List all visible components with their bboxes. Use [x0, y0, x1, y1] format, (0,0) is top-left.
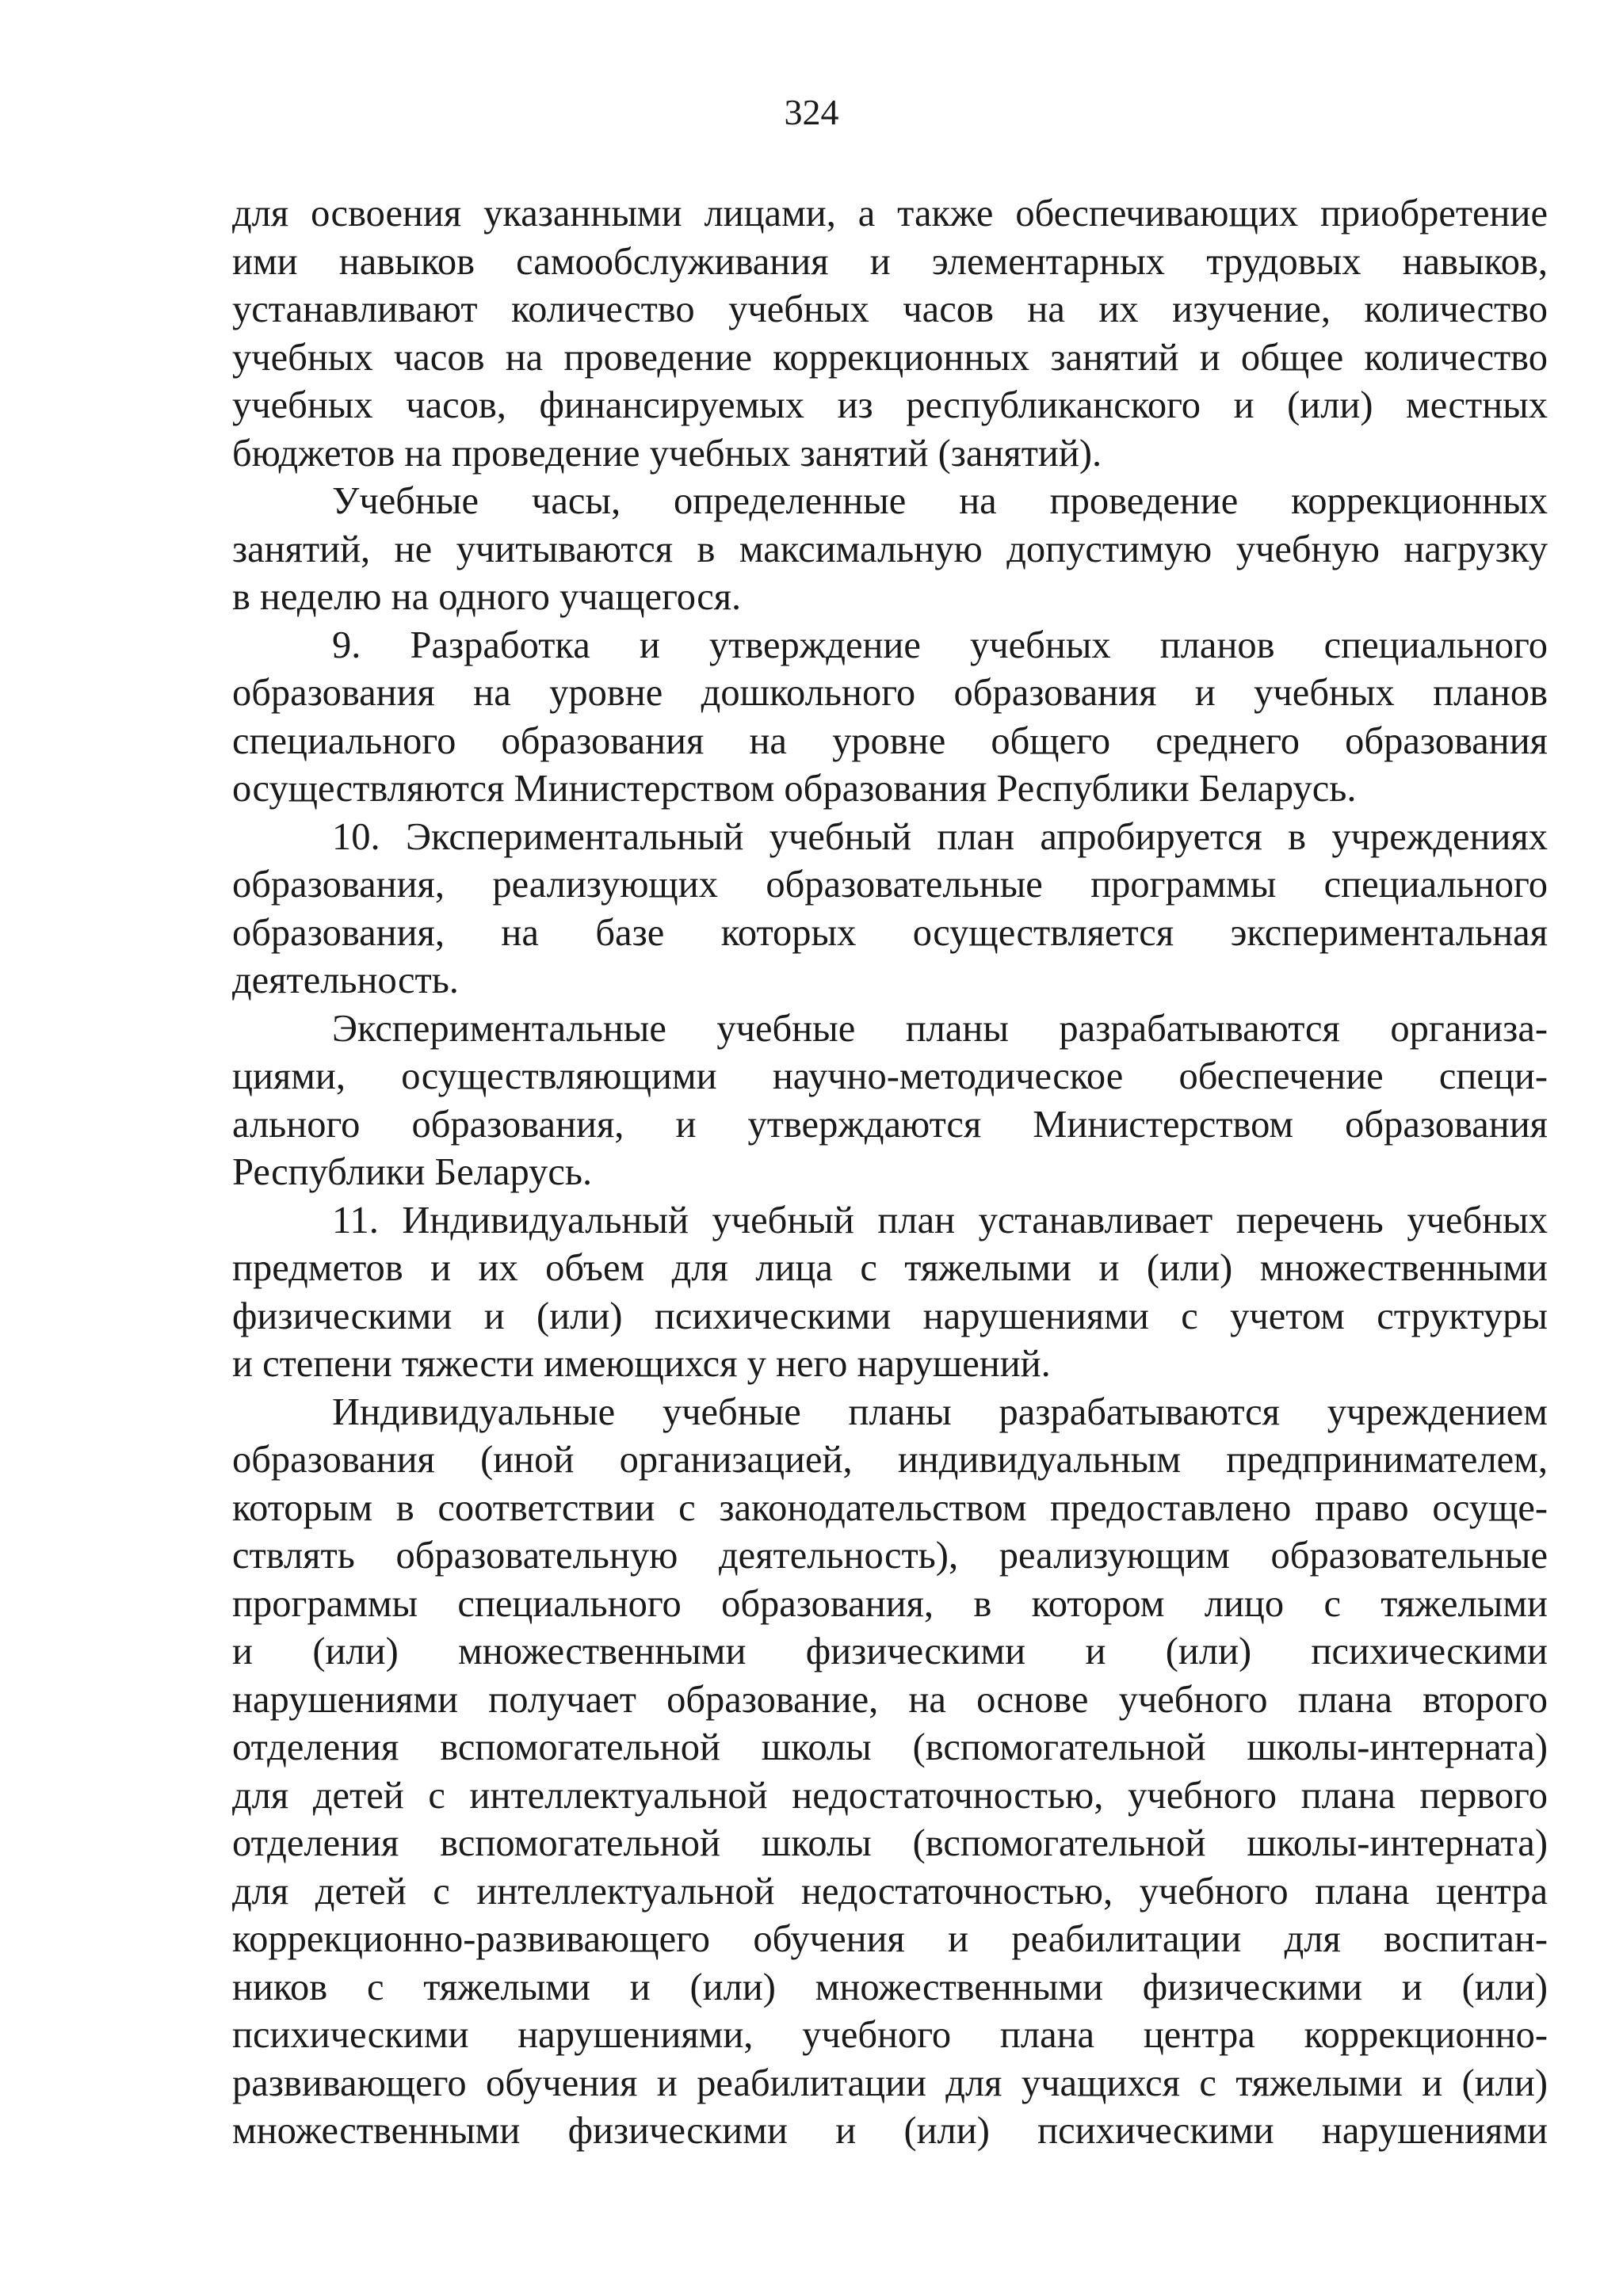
text-line: учебных часов на проведение коррекционных занятий и общее количество [232, 336, 1548, 379]
paragraph-item-9 [232, 622, 1548, 814]
text-line: нарушениями получает образование, на основе учебного плана второго [232, 1678, 1548, 1721]
text-line: множественными физическими и (или) психическими нарушениями [232, 2110, 1548, 2152]
text-line: образования, реализующих образовательные программы специального [232, 864, 1548, 906]
text-line: занятий, не учитываются в максимальную допустимую учебную нагрузку [232, 528, 1548, 570]
text-line: ими навыков самообслуживания и элементарных трудовых навыков, [232, 240, 1548, 283]
text-line: ствлять образовательную деятельность), реализующим образовательные [232, 1535, 1548, 1577]
text-line: для детей с интеллектуальной недостаточностью, учебного плана центра [232, 1870, 1548, 1913]
text-line: учебных часов, финансируемых из республиканского и (или) местных [232, 384, 1548, 426]
paragraph-individual-plans [232, 1389, 1548, 2156]
text-line: образования, на базе которых осуществляется экспериментальная [232, 911, 1548, 954]
text-line: коррекционно-развивающего обучения и реабилитации для воспитан- [232, 1918, 1548, 1960]
text-line: для детей с интеллектуальной недостаточностью, учебного плана первого [232, 1774, 1548, 1817]
text-line: 11. Индивидуальный учебный план устанавливает перечень учебных [332, 1199, 1548, 1241]
text-line: Республики Беларусь. [232, 1151, 593, 1193]
text-line: развивающего обучения и реабилитации для учащихся с тяжелыми и (или) [232, 2061, 1548, 2104]
paragraph-continuation [232, 190, 1548, 478]
text-line: ального образования, и утверждаются Министерством образования [232, 1103, 1548, 1146]
text-line: физическими и (или) психическими нарушениями с учетом структуры [232, 1295, 1548, 1337]
text-line: для освоения указанными лицами, а также обеспечивающих приобретение [232, 193, 1548, 235]
text-line: в неделю на одного учащегося. [232, 576, 742, 618]
page-number: 324 [784, 92, 839, 132]
text-line: предметов и их объем для лица с тяжелыми и (или) множественными [232, 1247, 1548, 1289]
text-line: деятельность. [232, 959, 459, 1001]
text-line: отделения вспомогательной школы (вспомогательной школы-интерната) [232, 1822, 1548, 1864]
text-line: и степени тяжести имеющихся у него нарушений. [232, 1343, 1051, 1385]
text-line: циями, осуществляющими научно-методическое обеспечение специ- [232, 1055, 1548, 1097]
text-line: 9. Разработка и утверждение учебных планов специального [332, 624, 1548, 666]
text-line: 10. Экспериментальный учебный план апробируется в учреждениях [332, 815, 1548, 858]
text-line: бюджетов на проведение учебных занятий (занятий). [232, 432, 1102, 475]
text-line: Индивидуальные учебные планы разрабатываются учреждением [332, 1390, 1548, 1433]
text-line: и (или) множественными физическими и (или) психическими [232, 1630, 1548, 1672]
text-line: Экспериментальные учебные планы разрабатываются организа- [332, 1007, 1548, 1050]
text-line: ников с тяжелыми и (или) множественными физическими и (или) [232, 1966, 1548, 2008]
paragraph-correction-hours [232, 478, 1548, 622]
text-line: осуществляются Министерством образования Республики Беларусь. [232, 768, 1357, 810]
paragraph-item-11 [232, 1197, 1548, 1389]
text-line: специального образования на уровне общего среднего образования [232, 719, 1548, 762]
text-line: программы специального образования, в котором лицо с тяжелыми [232, 1582, 1548, 1625]
text-line: психическими нарушениями, учебного плана центра коррекционно- [232, 2014, 1548, 2056]
text-line: устанавливают количество учебных часов на их изучение, количество [232, 288, 1548, 330]
document-body [232, 190, 1548, 2156]
text-line: образования (иной организацией, индивидуальным предпринимателем, [232, 1439, 1548, 1481]
paragraph-experimental-plans [232, 1005, 1548, 1197]
text-line: образования на уровне дошкольного образования и учебных планов [232, 672, 1548, 714]
text-line: которым в соответствии с законодательством предоставлено право осуще- [232, 1486, 1548, 1529]
paragraph-item-10 [232, 814, 1548, 1005]
text-line: Учебные часы, определенные на проведение коррекционных [332, 480, 1548, 522]
text-line: отделения вспомогательной школы (вспомогательной школы-интерната) [232, 1726, 1548, 1768]
